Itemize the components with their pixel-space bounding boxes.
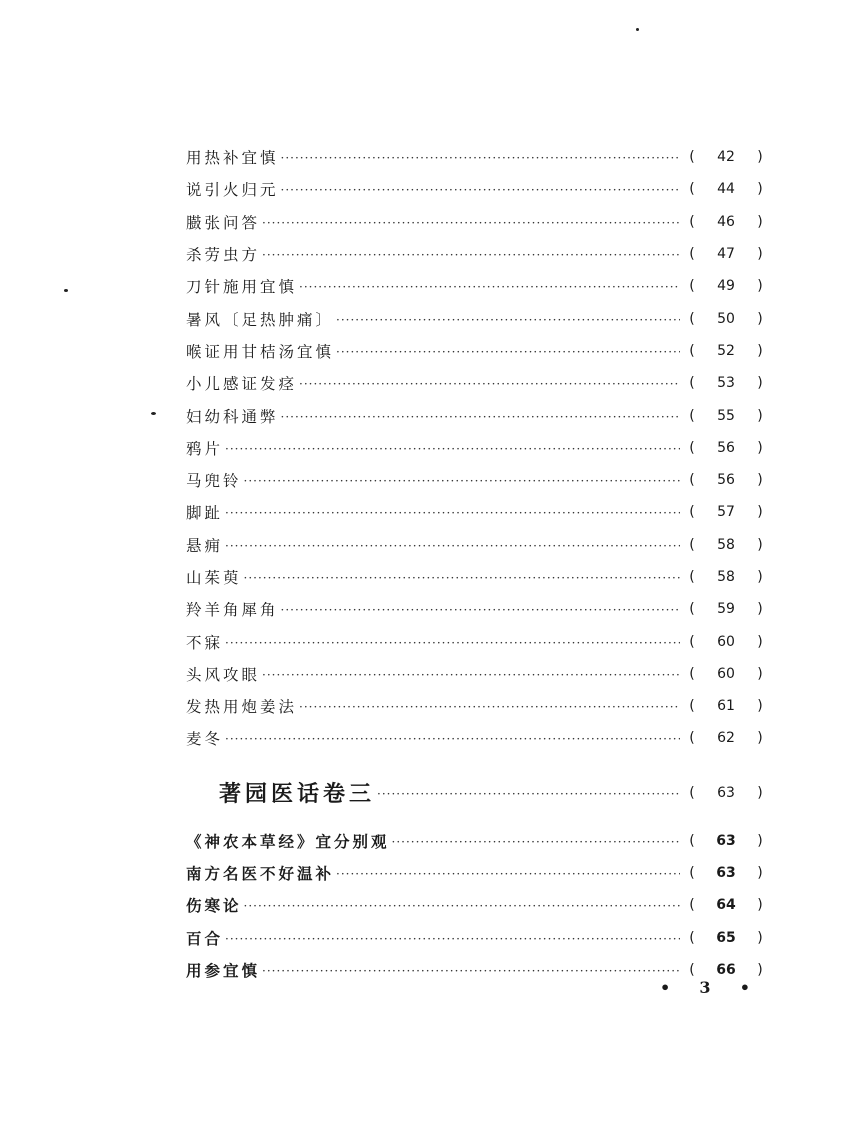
- toc-entry-title: 用热补宜慎: [186, 149, 279, 168]
- paren-open: (: [689, 929, 695, 946]
- toc-entry-title: 不寐: [186, 633, 224, 652]
- paren-close: ): [757, 149, 763, 166]
- dot-leader: [225, 732, 680, 746]
- page-number: 59: [717, 601, 735, 618]
- toc-entry: [186, 690, 766, 722]
- page-number: 44: [717, 181, 735, 198]
- toc-entry-title: 头风攻眼: [186, 665, 261, 684]
- page-number: 58: [717, 536, 735, 553]
- dot-leader: [225, 539, 680, 553]
- toc-entry: [186, 399, 766, 431]
- paren-open: (: [689, 246, 695, 263]
- page-number: 62: [717, 730, 735, 747]
- page-number: 63: [716, 832, 736, 849]
- toc-entry-title: 鸦片: [186, 439, 224, 458]
- toc-entry-page: [686, 865, 766, 881]
- paren-open: (: [689, 698, 695, 715]
- toc-entry: [186, 889, 766, 921]
- paren-close: ): [757, 633, 763, 650]
- toc-entry-page: [686, 149, 766, 165]
- page-number: 58: [717, 569, 735, 585]
- paren-close: ): [757, 181, 763, 198]
- toc-entry-page: [686, 833, 766, 849]
- toc-entry-page: [686, 698, 766, 714]
- page-number: 49: [717, 278, 735, 295]
- paren-close: ): [757, 730, 763, 747]
- paren-open: (: [689, 310, 695, 327]
- page-number: 42: [717, 149, 735, 166]
- page-number: 50: [717, 310, 735, 327]
- toc-entry: [186, 593, 766, 625]
- toc-entry-title: 暑风〔足热肿痛〕: [186, 310, 335, 329]
- toc-entry: [186, 367, 766, 399]
- paren-open: (: [689, 407, 695, 424]
- paren-close: ): [757, 472, 763, 489]
- paren-open: (: [689, 213, 695, 230]
- toc-entry-page: [686, 375, 766, 391]
- scan-speck: [151, 412, 156, 415]
- toc-entry-page: [686, 472, 766, 488]
- paren-close: ): [757, 569, 763, 585]
- toc-entry-title: 臌张问答: [186, 213, 261, 232]
- page-number: 64: [716, 897, 736, 914]
- toc-entry-page: [686, 504, 766, 520]
- paren-open: (: [689, 865, 695, 882]
- toc-entry-title: 麦冬: [186, 730, 224, 749]
- toc-entry: [186, 722, 766, 754]
- toc-entry: [186, 335, 766, 367]
- toc-entry-page: [686, 214, 766, 230]
- dot-leader: [299, 280, 680, 294]
- paren-open: (: [689, 439, 695, 456]
- toc-entry-title: 妇幼科通弊: [186, 407, 279, 426]
- table-of-contents: [186, 141, 766, 986]
- toc-entry: [186, 432, 766, 464]
- dot-leader: [299, 700, 680, 714]
- section-heading: [186, 765, 766, 821]
- dot-leader: [244, 474, 680, 488]
- toc-entry-title: 小儿感证发痉: [186, 375, 298, 394]
- paren-close: ): [757, 784, 763, 801]
- toc-entry: [186, 238, 766, 270]
- paren-open: (: [689, 504, 695, 521]
- paren-close: ): [757, 665, 763, 682]
- toc-entry-page: [686, 440, 766, 456]
- paren-open: (: [689, 897, 695, 914]
- paren-close: ): [757, 439, 763, 456]
- section-page: [686, 785, 766, 801]
- toc-entry-page: [686, 601, 766, 617]
- toc-entry-page: [686, 569, 766, 585]
- dot-leader: [299, 377, 680, 391]
- toc-entry-title: 山茱萸: [186, 569, 242, 587]
- page-number: 63: [717, 784, 735, 801]
- toc-entry: [186, 825, 766, 857]
- paren-open: (: [689, 536, 695, 553]
- paren-close: ): [757, 601, 763, 618]
- paren-close: ): [757, 213, 763, 230]
- toc-entry: [186, 857, 766, 889]
- dot-leader: [377, 787, 680, 801]
- paren-open: (: [689, 342, 695, 359]
- dot-leader: [225, 636, 680, 650]
- paren-close: ): [757, 698, 763, 715]
- toc-entry-title: 南方名医不好温补: [186, 864, 335, 884]
- paren-open: (: [689, 601, 695, 618]
- dot-leader: [336, 345, 680, 359]
- toc-entry-page: [686, 666, 766, 682]
- dot-leader: [225, 932, 680, 946]
- toc-entry-title: 羚羊角犀角: [186, 601, 279, 620]
- dot-leader: [262, 216, 680, 230]
- page-number: 53: [717, 375, 735, 392]
- paren-close: ): [757, 832, 763, 849]
- page-number: 46: [717, 213, 735, 230]
- page-number: 52: [717, 342, 735, 359]
- paren-open: (: [689, 149, 695, 166]
- dot-leader: [262, 248, 680, 262]
- toc-entry-page: [686, 311, 766, 327]
- dot-leader: [281, 410, 680, 424]
- toc-entry-page: [686, 181, 766, 197]
- page-number: 57: [717, 504, 735, 521]
- footer-page-number: 3: [699, 978, 711, 997]
- paren-open: (: [689, 569, 695, 585]
- paren-close: ): [757, 278, 763, 295]
- paren-open: (: [689, 633, 695, 650]
- paren-close: ): [757, 961, 763, 978]
- scan-speck: [64, 289, 68, 292]
- dot-leader: [244, 899, 680, 913]
- page-number: 47: [717, 246, 735, 263]
- toc-entry-title: 脚趾: [186, 504, 224, 523]
- paren-open: (: [689, 472, 695, 489]
- dot-leader: [281, 183, 680, 197]
- toc-entry: [186, 302, 766, 334]
- toc-entry-page: [686, 930, 766, 946]
- dot-leader: [281, 603, 680, 617]
- dot-leader: [262, 964, 680, 978]
- section-title: 著园医话卷三: [219, 782, 376, 808]
- paren-close: ): [757, 407, 763, 424]
- page-number: 66: [716, 961, 736, 978]
- toc-entry: [186, 561, 766, 593]
- toc-entry-page: [686, 962, 766, 978]
- toc-entry-page: [686, 634, 766, 650]
- toc-entry-title: 伤寒论: [186, 896, 242, 916]
- paren-close: ): [757, 246, 763, 263]
- paren-close: ): [757, 865, 763, 882]
- toc-entry-page: [686, 537, 766, 553]
- toc-entry-title: 发热用炮姜法: [186, 698, 298, 717]
- paren-open: (: [689, 784, 695, 801]
- toc-entry: [186, 922, 766, 954]
- toc-entry-page: [686, 730, 766, 746]
- toc-entry-page: [686, 408, 766, 424]
- toc-entry-title: 说引火归元: [186, 181, 279, 200]
- paren-close: ): [757, 929, 763, 946]
- toc-entry-title: 刀针施用宜慎: [186, 278, 298, 297]
- page-number: 65: [716, 929, 736, 946]
- dot-leader: [262, 668, 680, 682]
- dot-leader: [281, 151, 680, 165]
- paren-open: (: [689, 730, 695, 747]
- scan-speck: [636, 28, 639, 31]
- toc-entry: [186, 625, 766, 657]
- toc-entry: [186, 270, 766, 302]
- paren-open: (: [689, 665, 695, 682]
- toc-entry: [186, 658, 766, 690]
- toc-entry: [186, 173, 766, 205]
- page-number: 61: [717, 698, 735, 715]
- paren-open: (: [689, 278, 695, 295]
- toc-entry-page: [686, 343, 766, 359]
- toc-entry-title: 马兜铃: [186, 472, 242, 491]
- page-number: 55: [717, 407, 735, 424]
- toc-entry-title: 悬痈: [186, 536, 224, 555]
- dot-leader: [392, 835, 680, 849]
- toc-entry: [186, 496, 766, 528]
- dot-leader: [244, 571, 680, 585]
- toc-entry-page: [686, 278, 766, 294]
- toc-entry: [186, 141, 766, 173]
- toc-entry-title: 杀劳虫方: [186, 246, 261, 265]
- dot-leader: [336, 867, 680, 881]
- dot-leader: [225, 442, 680, 456]
- toc-entry-title: 《神农本草经》宜分别观: [186, 831, 390, 851]
- toc-entry-page: [686, 246, 766, 262]
- paren-open: (: [689, 832, 695, 849]
- paren-close: ): [757, 504, 763, 521]
- paren-open: (: [689, 181, 695, 198]
- toc-entry: [186, 206, 766, 238]
- page-number: 60: [717, 665, 735, 682]
- toc-entry-page: [686, 897, 766, 913]
- page-number: 56: [717, 439, 735, 456]
- page-number: 63: [716, 865, 736, 882]
- footer-bullet-right: •: [739, 978, 750, 997]
- footer-bullet-left: •: [660, 978, 671, 997]
- toc-entry-title: 百合: [186, 928, 224, 948]
- toc-entry-title: 喉证用甘桔汤宜慎: [186, 342, 335, 361]
- paren-close: ): [757, 375, 763, 392]
- dot-leader: [336, 313, 680, 327]
- paren-open: (: [689, 375, 695, 392]
- toc-entry: [186, 529, 766, 561]
- paren-close: ): [757, 536, 763, 553]
- paren-close: ): [757, 310, 763, 327]
- dot-leader: [225, 506, 680, 520]
- toc-entry-title: 用参宜慎: [186, 960, 261, 980]
- paren-close: ): [757, 897, 763, 914]
- paren-close: ): [757, 342, 763, 359]
- toc-entry: [186, 464, 766, 496]
- page-number: 56: [717, 472, 735, 489]
- page-footer: [660, 978, 750, 997]
- page-number: 60: [717, 633, 735, 650]
- paren-open: (: [689, 961, 695, 978]
